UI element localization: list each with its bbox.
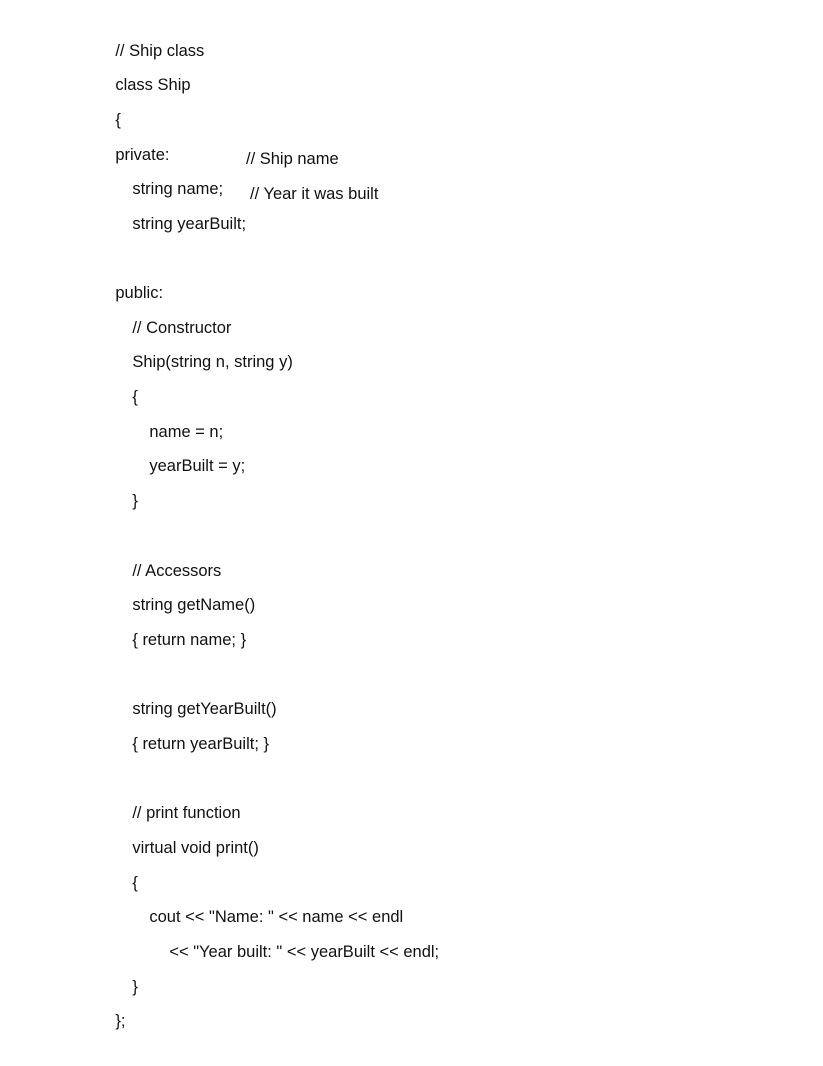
code-text: string getName() <box>132 596 256 614</box>
code-line-assign-name <box>131 387 224 441</box>
code-text: private: <box>115 146 170 164</box>
code-text: string getYearBuilt() <box>132 700 277 718</box>
code-text: yearBuilt = y; <box>149 457 246 475</box>
code-line-cout-name <box>131 872 404 926</box>
code-text: Ship(string n, string y) <box>132 353 293 371</box>
code-line-cout-yearbuilt <box>151 907 440 961</box>
code-text: { <box>132 388 138 406</box>
code-text: { <box>132 874 138 892</box>
code-line-print-signature <box>114 803 259 857</box>
code-line-print-comment <box>114 768 241 822</box>
code-line-assign-yearbuilt <box>131 421 246 475</box>
inline-comment: // Ship name <box>246 150 339 168</box>
code-line-accessors-comment <box>114 526 222 580</box>
code-line-constructor-open-brace <box>114 352 138 406</box>
code-text: public: <box>115 284 164 302</box>
code-text: { return name; } <box>132 631 247 649</box>
code-line-public-label <box>97 248 164 302</box>
code-text: }; <box>115 1012 126 1030</box>
code-text: string name; <box>132 180 224 198</box>
code-text: name = n; <box>149 423 224 441</box>
code-text: string yearBuilt; <box>132 215 247 233</box>
code-text: // Ship class <box>115 42 205 60</box>
code-line-yearbuilt-member <box>114 179 379 233</box>
code-line-constructor-signature <box>114 317 293 371</box>
code-line-class-open-brace <box>97 75 121 129</box>
code-text: } <box>132 492 138 510</box>
code-line-print-close-brace <box>114 942 138 996</box>
code-text: << "Year built: " << yearBuilt << endl; <box>169 943 440 961</box>
code-line-getname-signature <box>114 560 256 614</box>
code-line-class-declaration <box>97 40 191 94</box>
code-text: { <box>115 111 121 129</box>
code-text: { return yearBuilt; } <box>132 735 270 753</box>
code-line-ship-class-comment <box>97 6 205 60</box>
code-line-class-close <box>97 976 126 1030</box>
code-line-constructor-close-brace <box>114 456 138 510</box>
inline-comment: // Year it was built <box>250 185 379 203</box>
code-line-name-member <box>114 144 339 198</box>
code-text: // Constructor <box>132 319 232 337</box>
code-line-constructor-comment <box>114 283 232 337</box>
code-text: cout << "Name: " << name << endl <box>149 908 404 926</box>
code-line-print-open-brace <box>114 838 138 892</box>
code-line-getyearbuilt-body <box>114 699 270 753</box>
code-text: virtual void print() <box>132 839 259 857</box>
code-text: // Accessors <box>132 562 222 580</box>
code-line-private-label <box>97 110 170 164</box>
code-text: // print function <box>132 804 241 822</box>
code-line-getname-body <box>114 595 247 649</box>
code-text: } <box>132 978 138 996</box>
code-line-getyearbuilt-signature <box>114 664 277 718</box>
code-text: class Ship <box>115 76 191 94</box>
